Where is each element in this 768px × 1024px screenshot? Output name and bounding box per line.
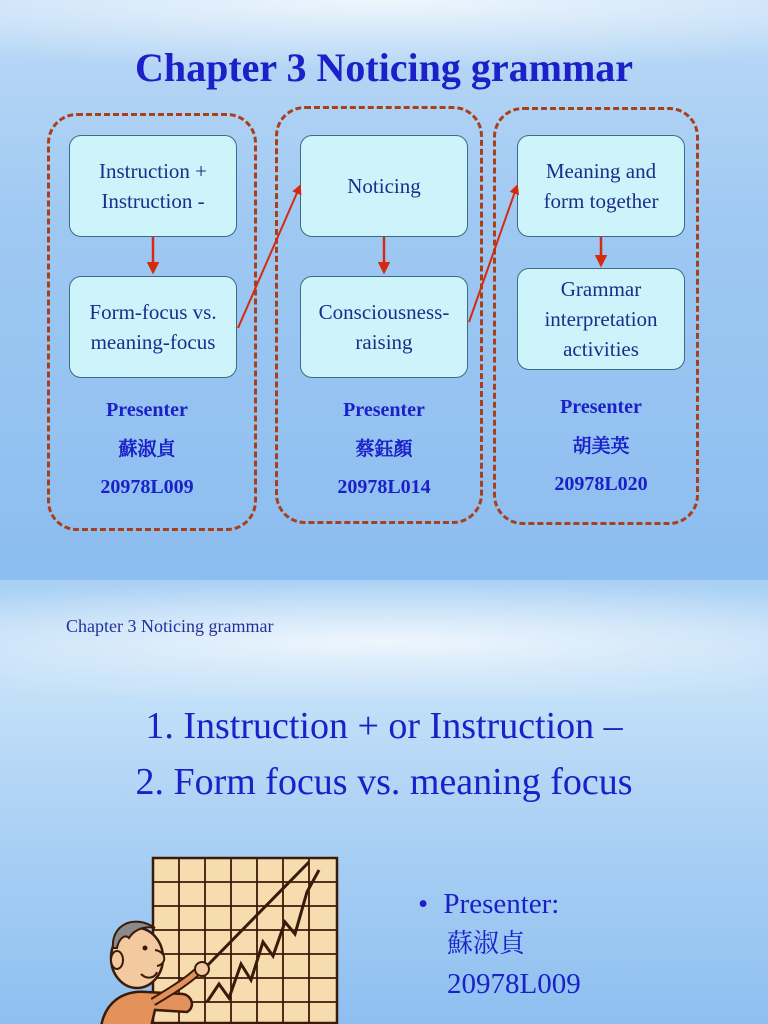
presenter-label: Presenter xyxy=(343,399,425,421)
presenter-id: 20978L014 xyxy=(337,476,431,498)
presenter-id: 20978L009 xyxy=(100,476,194,498)
bullet-label: Presenter: xyxy=(443,888,560,920)
presenter-label: Presenter xyxy=(560,396,642,418)
point-item: 2. Form focus vs. meaning focus xyxy=(135,761,633,803)
box-line: interpretation xyxy=(544,307,658,331)
bullet-marker: • xyxy=(418,888,429,920)
point-item: 1. Instruction + or Instruction – xyxy=(145,705,623,747)
slide-2 xyxy=(0,580,768,1024)
presenter-name: 蔡鈺顏 xyxy=(355,438,413,460)
bullet-name: 蘇淑貞 xyxy=(447,929,526,959)
presenter-label: Presenter xyxy=(106,399,188,421)
box-line: Noticing xyxy=(347,174,421,198)
presenter-name: 蘇淑貞 xyxy=(118,438,176,460)
points-list xyxy=(0,698,768,810)
bullet-id: 20978L009 xyxy=(447,968,581,1000)
presenter-name: 胡美英 xyxy=(572,435,630,457)
presenter-bullet xyxy=(418,884,581,1004)
presenter-block-2 xyxy=(294,400,474,497)
presenter-block-3 xyxy=(511,397,691,494)
box-line: meaning-focus xyxy=(90,330,216,354)
box-line: Instruction + xyxy=(98,159,208,183)
box-line: raising xyxy=(355,330,413,354)
slide-header: Chapter 3 Noticing grammar xyxy=(66,616,274,636)
box-line: Consciousness- xyxy=(318,300,450,324)
box-line: Meaning and xyxy=(545,159,657,183)
box-line: activities xyxy=(563,337,639,361)
box-line: Grammar xyxy=(560,277,642,301)
presenter-with-chart-icon xyxy=(95,852,345,1024)
presenter-block-1 xyxy=(57,400,237,497)
box-line: Instruction - xyxy=(101,189,205,213)
arrow-diagonal-icon xyxy=(238,186,300,328)
slide-title: Chapter 3 Noticing grammar xyxy=(134,45,634,90)
box-line: form together xyxy=(543,189,659,213)
box-line: Form-focus vs. xyxy=(89,300,217,324)
arrow-diagonal-icon xyxy=(469,186,517,322)
presenter-id: 20978L020 xyxy=(554,473,648,495)
